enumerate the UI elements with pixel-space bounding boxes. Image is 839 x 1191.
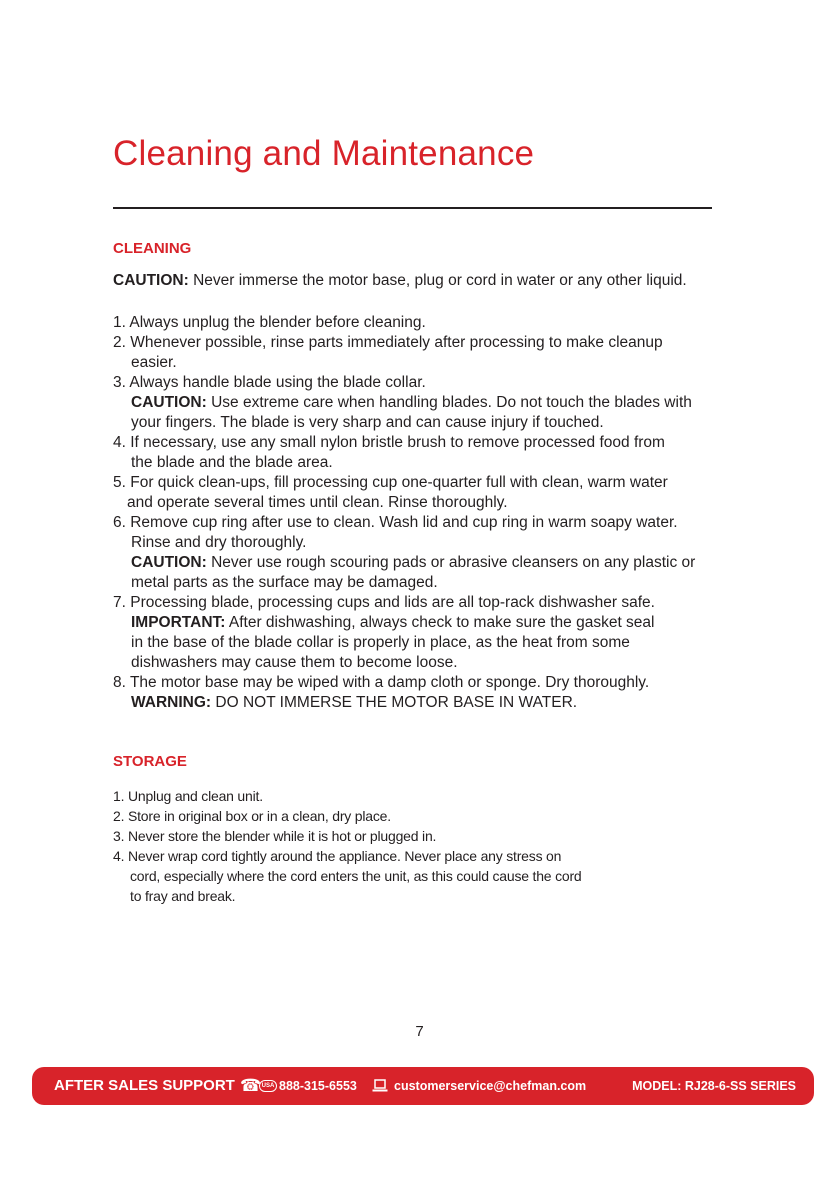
storage-step-4: 4. Never wrap cord tightly around the appliance. Never place any stress on bbox=[113, 848, 562, 864]
cleaning-step-5: 5. For quick clean-ups, fill processing cup one-quarter full with clean, warm water bbox=[113, 474, 668, 491]
step-7-important-label: IMPORTANT: bbox=[131, 614, 226, 631]
cleaning-step-6: 6. Remove cup ring after use to clean. Wash lid and cup ring in warm soapy water. bbox=[113, 514, 678, 531]
laptop-icon-svg bbox=[372, 1079, 388, 1093]
phone-icon: ☎ bbox=[240, 1076, 262, 1095]
cleaning-step-3: 3. Always handle blade using the blade collar. bbox=[113, 374, 426, 391]
cleaning-step-2: 2. Whenever possible, rinse parts immediately after processing to make cleanup bbox=[113, 334, 663, 351]
caution-text: Never immerse the motor base, plug or cord in water or any other liquid. bbox=[188, 272, 687, 289]
cleaning-step-4-cont: the blade and the blade area. bbox=[131, 454, 333, 471]
cleaning-step-7-important bbox=[113, 613, 723, 633]
cleaning-step-7: 7. Processing blade, processing cups and lids are all top-rack dishwasher safe. bbox=[113, 594, 655, 611]
step-3-caution-label: CAUTION: bbox=[131, 394, 207, 411]
storage-step-1: 1. Unplug and clean unit. bbox=[113, 788, 263, 804]
support-phone[interactable]: 888-315-6553 bbox=[279, 1079, 357, 1093]
caution-label: CAUTION: bbox=[113, 272, 189, 289]
storage-steps bbox=[113, 786, 673, 906]
support-footer bbox=[32, 1067, 814, 1105]
support-email[interactable]: customerservice@chefman.com bbox=[394, 1079, 587, 1093]
cleaning-step-2-cont: easier. bbox=[131, 354, 177, 371]
cleaning-step-1: 1. Always unplug the blender before cleaning. bbox=[113, 314, 426, 331]
page-number: 7 bbox=[415, 1023, 424, 1040]
cleaning-step-7-cont-2: dishwashers may cause them to become loose. bbox=[131, 654, 458, 671]
cleaning-step-4: 4. If necessary, use any small nylon bristle brush to remove processed food from bbox=[113, 434, 665, 451]
step-6-caution-text: Never use rough scouring pads or abrasive cleansers on any plastic or bbox=[206, 554, 696, 571]
storage-step-3: 3. Never store the blender while it is hot or plugged in. bbox=[113, 828, 437, 844]
cleaning-step-3-caution bbox=[113, 393, 723, 413]
after-sales-label: AFTER SALES SUPPORT bbox=[54, 1077, 235, 1094]
storage-step-2: 2. Store in original box or in a clean, dry place. bbox=[113, 808, 391, 824]
cleaning-step-6-cont: Rinse and dry thoroughly. bbox=[131, 534, 307, 551]
model-number: MODEL: RJ28-6-SS SERIES bbox=[632, 1079, 796, 1093]
title-divider bbox=[113, 207, 712, 209]
usa-badge: USA bbox=[259, 1080, 277, 1092]
page-title: Cleaning and Maintenance bbox=[113, 134, 535, 173]
step-6-caution-label: CAUTION: bbox=[131, 554, 207, 571]
step-8-warning-text: DO NOT IMMERSE THE MOTOR BASE IN WATER. bbox=[211, 694, 578, 711]
step-8-warning-label: WARNING: bbox=[131, 694, 212, 711]
step-3-caution-text: Use extreme care when handling blades. Do not touch the blades with bbox=[206, 394, 692, 411]
cleaning-step-6-caution bbox=[113, 553, 723, 573]
cleaning-step-3-cont: your fingers. The blade is very sharp and can cause injury if touched. bbox=[131, 414, 604, 431]
cleaning-step-8-warning bbox=[113, 693, 723, 713]
step-7-important-text: After dishwashing, always check to make sure the gasket seal bbox=[225, 614, 655, 631]
cleaning-step-6-caution-cont: metal parts as the surface may be damaged. bbox=[131, 574, 438, 591]
storage-step-4-cont-1: cord, especially where the cord enters the unit, as this could cause the cord bbox=[130, 868, 582, 884]
storage-heading: STORAGE bbox=[113, 753, 187, 770]
laptop-icon bbox=[372, 1079, 388, 1093]
storage-step-4-cont-2: to fray and break. bbox=[130, 888, 236, 904]
cleaning-caution bbox=[113, 272, 687, 290]
cleaning-step-5-cont: and operate several times until clean. Rinse thoroughly. bbox=[127, 494, 508, 511]
cleaning-step-8: 8. The motor base may be wiped with a damp cloth or sponge. Dry thoroughly. bbox=[113, 674, 650, 691]
cleaning-heading: CLEANING bbox=[113, 240, 192, 257]
cleaning-steps bbox=[113, 313, 723, 713]
cleaning-step-7-cont-1: in the base of the blade collar is properly in place, as the heat from some bbox=[131, 634, 630, 651]
